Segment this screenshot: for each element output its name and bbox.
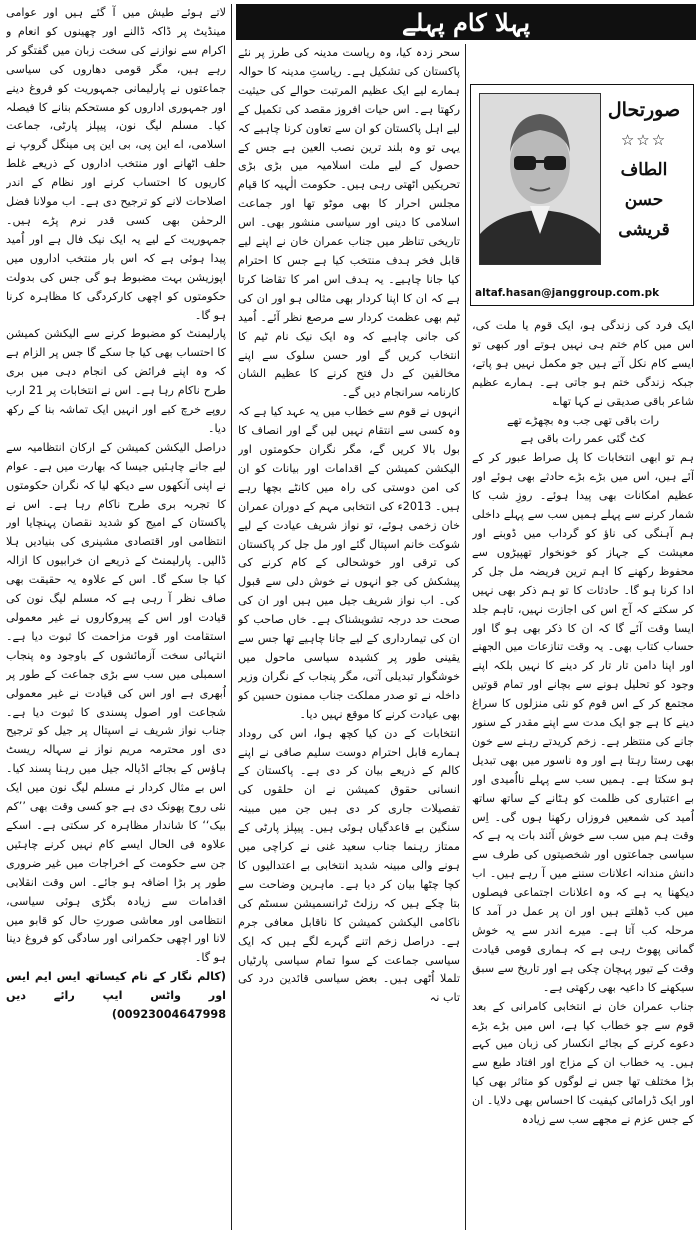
column-divider bbox=[231, 4, 232, 1230]
author-photo bbox=[479, 93, 601, 265]
paragraph: انہوں نے قوم سے خطاب میں یہ عہد کیا ہے کہ وہ کسی سے انتقام نہیں لیں گے اور انصاف کا بول بالا کریں گے، مگر نگران حکومتوں اور الیکشن کمیشن کے اقدامات اور بیانات کو ان کی امن دوستی کی راہ میں کانٹے بچھا رہے ہیں۔ 2013ء کی انتخابی مہم کے دوران عمران خان زخمی ہوئے، تو نواز شریف عیادت کے لیے شوکت خانم اسپتال گئے اور مل جل کر پاکستان کی ترقی اور خوشحالی کے کام کرنے کی پیشکش کی جو انہوں نے خوش دلی سے قبول کی۔ اب نواز شریف جیل میں ہیں اور ان کی صحت حد درجہ تشویشناک ہے۔ خاں صاحب کو ان کی تیمارداری کے لیے جانا چاہیے تھا جس سے یقینی طور پر کشیدہ سیاسی ماحول میں خوشگوار تبدیلی آتی، مگر پنجاب کے نگران وزیر داخلہ نے تو صدر مملکت جناب ممنون حسین کو بھی عیادت کرنے کا موقع نہیں دیا۔ bbox=[238, 405, 460, 721]
author-name: الطاف حسن قریشی bbox=[618, 160, 670, 240]
byline-text bbox=[603, 95, 685, 245]
paragraph: پارلیمنٹ کو مضبوط کرنے سے الیکشن کمیشن کا احتساب بھی کیا جا سکے گا جس پر الزام ہے کہ وہ اپنے فرائض کی انجام دہی میں بری طرح ناکام رہا ہے۔ اس نے انتخابات پر 21 ارب روپے خرچ کیے اور انہیں ایک تماشہ بنا کے رکھ دیا۔ bbox=[6, 327, 226, 435]
paragraph: انتخابات کے دن کیا کچھ ہوا، اس کی روداد ہمارے قابل احترام دوست سلیم صافی نے اپنے کالم کے ذریعے بیان کر دی ہے۔ پاکستان کے انسانی حقوق کمیشن نے ان حلقوں کی تفصیلات جاری کر دی ہیں جن میں مبینہ سنگین بے قاعدگیاں ہوئی ہیں۔ پیپلز پارٹی کے ممتاز رہنما جناب سعید غنی نے کراچی میں ہونے والی مبینہ شدید انتخابی بے اعتدالیوں کا کچا چٹھا بیان کر دیا ہے۔ ماہرین وضاحت سے بتا چکے ہیں کہ رزلٹ ٹرانسمیشن سسٹم کی ناکامی الیکشن کمیشن کا ناقابل معافی جرم ہے۔ دراصل زخم اتنے گہرے لگے ہیں کہ ایک سیاسی جماعت کے سوا تمام سیاسی پارٹیاں تلملا اُٹھی ہیں۔ بعض سیاسی قائدین درد کی تاب نہ bbox=[238, 726, 460, 1005]
column-name: صورتحال bbox=[607, 99, 681, 121]
article-column-right bbox=[472, 317, 694, 1226]
paragraph: لاتے ہوئے طیش میں آ گئے ہیں اور عوامی مینڈیٹ پر ڈاکہ ڈالنے اور چھینوں کو انعام و اکرام سے نوازنے کی سخت زبان میں گفتگو کر رہے ہیں، مگر قومی دھاروں کی سیاسی جماعتوں نے پارلیمانی جمہوریت کو فروغ دینے اور جمہوری اداروں کو مستحکم بنانے کا فیصلہ کیا۔ مسلم لیگ نون، پیپلز پارٹی، جماعت اسلامی، اے این پی، بی این پی مینگل گروپ نے حلف اٹھانے اور منتخب اداروں کے ذریعے غلط کاریوں کا احتساب کرنے اور نظام کے اندر اصلاحات لانے کو ترجیح دی ہے۔ اب مولانا فضل الرحمٰن بھی کسی قدر نرم پڑے ہیں۔ جمہوریت کے لیے یہ ایک نیک فال ہے اور اُمید پیدا ہوئی ہے کہ اس بار منتخب اداروں میں اپوزیشن بہت مضبوط ہو گی جس کی بدولت حکومتوں کو اچھی کارکردگی کا مظاہرہ کرنا ہو گا۔ bbox=[6, 6, 226, 322]
paragraph: جناب عمران خان نے انتخابی کامرانی کے بعد قوم سے جو خطاب کیا ہے، اس میں بڑے بڑے دعوے کرنے کے بجائے انکسار کی زبان میں کہے ہیں۔ یہ خطاب ان کے مزاج اور افتاد طبع سے بڑا مختلف تھا جس نے لوگوں کو متاثر بھی کیا اور ایک ڈرامائی کیفیت کا احساس بھی دلایا۔ ان کے جس عزم نے مجھے سب سے زیادہ bbox=[472, 999, 694, 1127]
paragraph: دراصل الیکشن کمیشن کے ارکان انتظامیہ سے لیے جانے چاہئیں جیسا کہ بھارت میں ہے۔ عوام نے اپنی آنکھوں سے دیکھ لیا کہ نگران حکومتوں کا تجربہ بری طرح ناکام رہا ہے۔ اس نے پاکستان کے امیج کو شدید نقصان پہنچایا اور انتظامی اور اقتصادی مشینری کی بنیادیں ہلا ڈالیں۔ پارلیمنٹ کے ذریعے ان خرابیوں کا ازالہ کیا جا سکے گا۔ اس کے علاوہ یہ حقیقت بھی صاف نظر آ رہی ہے کہ مسلم لیگ نون کی قیادت اور اس کے پیروکاروں نے غیر معمولی استقامت اور قوت مزاحمت کا ثبوت دیا ہے۔ انتہائی سخت آزمائشوں کے باوجود وہ پنجاب اسمبلی میں سب سے بڑی جماعت کے طور پر اُبھری ہے اور اس کی قیادت نے غیر معمولی شجاعت اور اصول پسندی کا ثبوت دیا ہے۔ جناب نواز شریف نے اسپتال پر جیل کو ترجیح دی اور محترمہ مریم نواز نے سہالہ ریسٹ ہاؤس کے بجائے اڈیالہ جیل میں رہنا پسند کیا۔ اس بے مثال کردار نے مسلم لیگ نون میں ایک نئی روح پھونک دی ہے جو کسی وقت بھی ’’کم بیک‘‘ کا شاندار مظاہرہ کر سکتی ہے۔ اسکے علاوہ فی الحال ایسے کام نہیں کرنے چاہئیں جن سے حکومت کے اخراجات میں غیر ضروری طور پر بڑا اضافہ ہو جائے۔ اس وقت انقلابی اقدامات سے زیادہ بگڑی ہوئی سیاسی، انتظامی اور معاشی صورتِ حال کو قابو میں لانا اور اچھی حکمرانی اور سادگی کو فروغ دینا ہو گا۔ bbox=[6, 440, 226, 965]
headline-banner bbox=[236, 4, 696, 40]
column-divider bbox=[465, 44, 466, 1230]
author-portrait-image bbox=[480, 94, 600, 264]
byline-box bbox=[470, 84, 694, 306]
newspaper-column-page bbox=[4, 4, 696, 1230]
headline: پہلا کام پہلے bbox=[401, 7, 531, 37]
paragraph: ہم تو ابھی انتخابات کا پل صراط عبور کر کے آئے ہیں، اس میں بڑے بڑے حادثے بھی ہوئے اور عظیم امکانات بھی پیدا ہوئے۔ روزِ شب کا شمار کرنے سے پہلے ہمیں سب سے پہلے داخلی ہم آہنگی کی ناؤ کو گرداب میں ڈوبنے اور معیشت کے جہاز کو خونخوار تھپیڑوں سے محفوظ رکھنے کا اہم ترین فریضہ مل جل کر ادا کرنا ہو گا۔ حادثات کا تو ہم ذکر بھی نہیں کر سکتے کہ آج اس کی اجازت نہیں، تاہم جلد ایسا وقت آئے گا کہ ان کا ذکر بھی ہو گا اور حساب کتاب بھی۔ یہ وقت تنازعات میں الجھنے اور اپنا دامن تار تار کر دینے کا نہیں بلکہ اپنے وجود کو تحلیل ہونے سے بچانے اور تمام قوتیں مجتمع کر کے اس قوم کو نئی منزلوں کا سراغ دینے کا ہے جو ایک مدت سے اپنے مقدر کے سنور جانے کی منتظر ہے۔ زخم کریدتے رہنے سے خون بھی رستا رہتا ہے اور وہ ناسور میں بھی تبدیل ہو سکتا ہے۔ ہمیں سب سے پہلے نااُمیدی اور بے اعتباری کی ظلمت کو ہٹانے کے ساتھ ساتھ اُمید کی شمعیں فروزاں رکھنا ہوں گی۔ اِس وقت ہم میں سب سے خوش آئند بات یہ ہے کہ سیاسی جماعتوں اور شخصیتوں کی طرف سے دانش مندانہ اعلانات سننے میں آ رہے ہیں۔ اب دیکھنا یہ ہے کہ وہ اعلانات اجتماعی فیصلوں میں کب ڈھلتے ہیں اور ان پر عمل در آمد کا مرحلہ کب آتا ہے۔ میرے اندر سے یہ خوش گمانی پھوٹ رہی ہے کہ ہماری قومی قیادت وقت کے تیور پہچان چکی ہے اور تاریخ سے سبق سیکھنے کا داعیہ بھی رکھتی ہے۔ bbox=[472, 451, 694, 994]
article-column-middle bbox=[238, 44, 460, 1226]
article-column-left bbox=[6, 4, 226, 1226]
author-email: altaf.hasan@janggroup.com.pk bbox=[475, 287, 660, 299]
verse-line: کٹ گئی عمر رات باقی ہے bbox=[520, 432, 646, 446]
stars-decoration: ☆☆☆ bbox=[620, 131, 668, 149]
verse-line: رات باقی تھی جب وہ بچھڑے تھے bbox=[506, 413, 660, 427]
paragraph: ایک فرد کی زندگی ہو، ایک قوم یا ملت کی، اس میں کام ختم ہی نہیں ہوتے اور کبھی تو ایسے کام نکل آتے ہیں جو مکمل نہیں ہو پاتے، جبکہ زندگی ختم ہو جاتی ہے۔ ہمارے عظیم شاعر باقی صدیقی نے کہا تھا؎ bbox=[472, 319, 694, 408]
paragraph: سحر زدہ کیا، وہ ریاست مدینہ کی طرز پر نئے پاکستان کی تشکیل ہے۔ ریاستِ مدینہ کا حوالہ ہمارے لیے ایک عظیم المرتبت حوالے کی حیثیت رکھتا ہے۔ اس حیات افروز مقصد کی تکمیل کے لیے اہل پاکستان کو ان سے تعاون کرنا چاہیے کہ یہی تو وہ بلند ترین نصب العین ہے جس کے حصول کے لیے ملت اسلامیہ میں بڑی بڑی تحریکیں اٹھتی رہی ہیں۔ حکومت الٰہیہ کا قیام مجلس احرار کا بھی موٹو تھا اور جماعت اسلامی کا دینی اور سیاسی منشور بھی۔ اس تاریخی تناظر میں جناب عمران خان نے اپنے لیے قابل فخر ہدف منتخب کیا ہے جس کا احترام کیا جانا چاہیے۔ یہ ہدف اس امر کا تقاضا کرتا ہے کہ ان کا اپنا کردار بھی مثالی ہو اور ان کی ٹیم بھی عظمت کردار سے مرصع نظر آئے۔ اُمید کی جانی چاہیے کہ وہ ایک نیک نام ٹیم کا انتخاب کریں گے اور حسن سلوک سے اپنے مخالفین کے دل فتح کرنے کا عظیم الشان کارنامہ سرانجام دیں گے۔ bbox=[238, 46, 460, 400]
feedback-note: (کالم نگار کے نام کیساتھ ایس ایم ایس اور واٹس ایپ رائے دیں 00923004647998) bbox=[6, 970, 226, 1022]
